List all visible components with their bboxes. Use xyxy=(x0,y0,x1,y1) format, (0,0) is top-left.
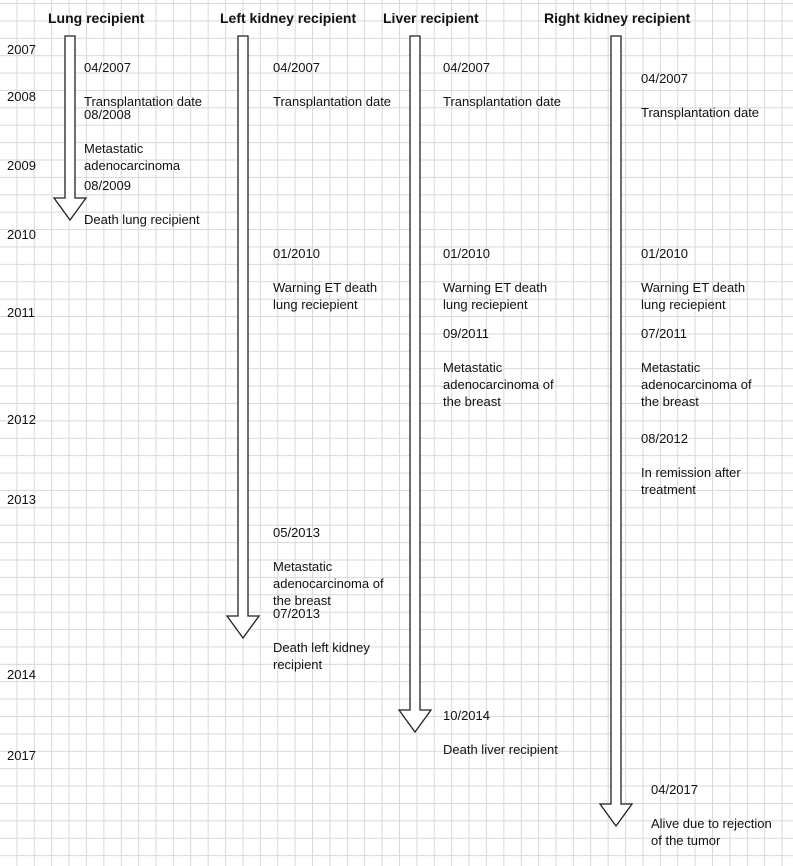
year-label: 2017 xyxy=(7,748,36,763)
event-text: Death liver recipient xyxy=(443,742,558,757)
year-label: 2012 xyxy=(7,412,36,427)
event-text: Alive due to rejection of the tumor xyxy=(651,816,772,848)
year-label: 2008 xyxy=(7,89,36,104)
event-text: Transplantation date xyxy=(273,94,392,109)
left-kidney-event xyxy=(273,228,377,330)
header-liver-recipient: Liver recipient xyxy=(383,10,479,26)
event-date: 10/2014 xyxy=(443,708,490,723)
liver-event xyxy=(443,308,554,427)
event-text: Metastatic adenocarcinoma of the breast xyxy=(443,360,554,409)
event-date: 04/2007 xyxy=(443,60,490,75)
left-kidney-event xyxy=(273,588,370,690)
event-date: 01/2010 xyxy=(443,246,490,261)
event-date: 05/2013 xyxy=(273,525,320,540)
event-date: 08/2009 xyxy=(84,178,131,193)
year-label: 2011 xyxy=(7,305,35,320)
lung-timeline-arrow xyxy=(54,36,86,220)
right-kidney-event xyxy=(641,413,741,515)
event-date: 08/2012 xyxy=(641,431,688,446)
event-text: Metastatic adenocarcinoma xyxy=(84,141,181,173)
right-kidney-event xyxy=(651,764,772,866)
event-text: Warning ET death lung reciepient xyxy=(273,280,378,312)
header-left-kidney-recipient: Left kidney recipient xyxy=(220,10,357,26)
year-label: 2014 xyxy=(7,667,36,682)
event-text: Transplantation date xyxy=(443,94,562,109)
event-date: 09/2011 xyxy=(443,326,490,341)
event-date: 04/2007 xyxy=(273,60,320,75)
event-text: Death lung recipient xyxy=(84,212,200,227)
liver-event xyxy=(443,42,561,127)
event-date: 08/2008 xyxy=(84,107,131,122)
event-text: In remission after treatment xyxy=(641,465,741,497)
left-kidney-timeline-arrow xyxy=(227,36,259,638)
event-date: 01/2010 xyxy=(273,246,320,261)
year-label: 2009 xyxy=(7,158,36,173)
liver-timeline-arrow xyxy=(399,36,431,732)
year-label: 2013 xyxy=(7,492,36,507)
right-kidney-event xyxy=(641,308,752,427)
right-kidney-event xyxy=(641,53,759,138)
lung-event xyxy=(84,160,200,245)
event-text: Transplantation date xyxy=(641,105,760,120)
year-label: 2010 xyxy=(7,227,36,242)
event-date: 01/2010 xyxy=(641,246,688,261)
event-text: Warning ET death lung reciepient xyxy=(641,280,746,312)
event-date: 04/2017 xyxy=(651,782,698,797)
event-date: 07/2011 xyxy=(641,326,688,341)
right-kidney-timeline-arrow xyxy=(600,36,632,826)
event-text: Metastatic adenocarcinoma of the breast xyxy=(273,559,384,608)
event-text: Transplantation date xyxy=(84,94,203,109)
event-text: Metastatic adenocarcinoma of the breast xyxy=(641,360,752,409)
event-text: Death left kidney recipient xyxy=(273,640,370,672)
year-label: 2007 xyxy=(7,42,36,57)
event-date: 07/2013 xyxy=(273,606,320,621)
event-date: 04/2007 xyxy=(641,71,688,86)
header-right-kidney-recipient: Right kidney recipient xyxy=(544,10,691,26)
event-date: 04/2007 xyxy=(84,60,131,75)
event-text: Warning ET death lung reciepient xyxy=(443,280,548,312)
liver-event xyxy=(443,690,558,775)
header-lung-recipient: Lung recipient xyxy=(48,10,145,26)
left-kidney-event xyxy=(273,42,391,127)
